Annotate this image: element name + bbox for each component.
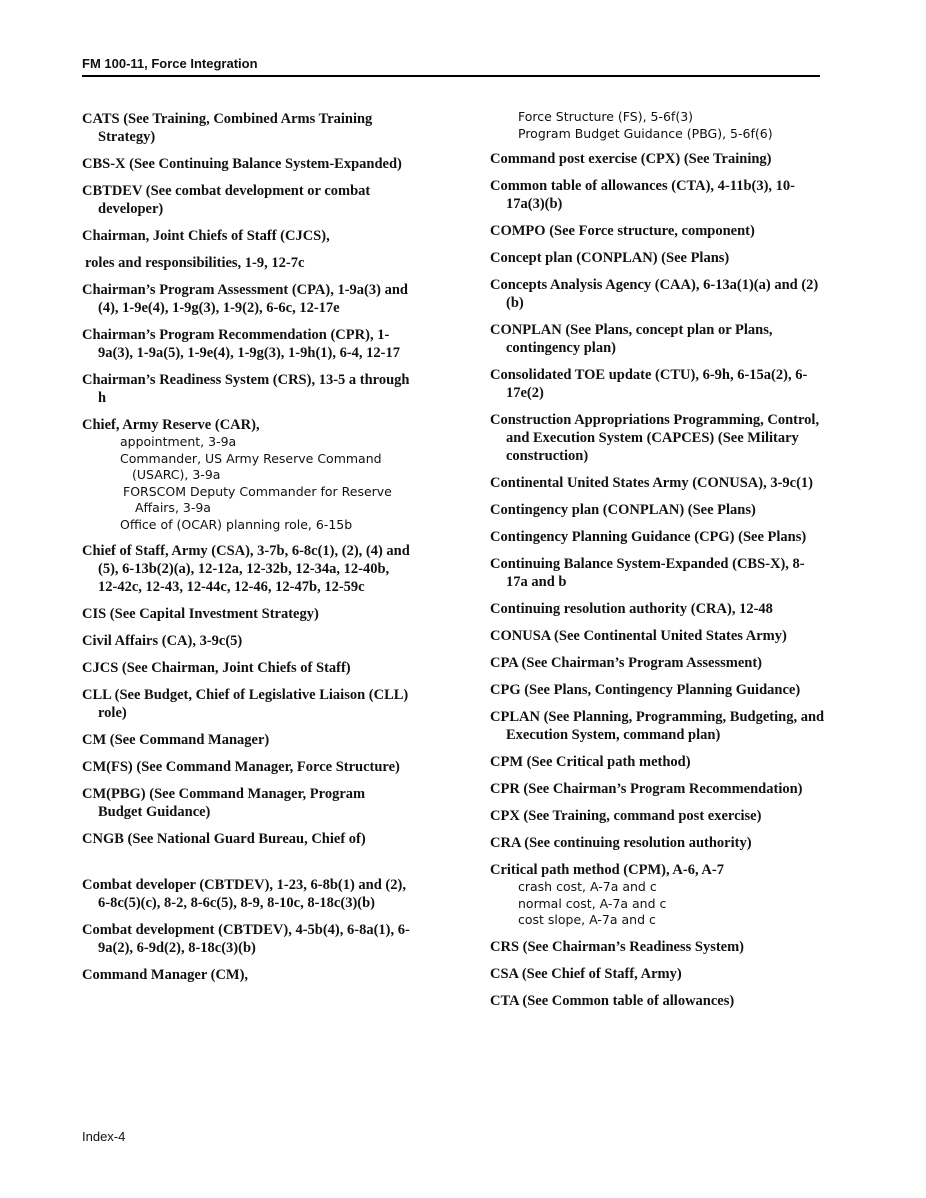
index-entry (490, 222, 825, 240)
index-entry-heading: Continuing resolution authority (CRA), 12-48 (490, 601, 773, 617)
index-entry (490, 249, 825, 267)
index-entry-heading: CBS-X (See Continuing Balance System-Expanded) (82, 156, 402, 172)
index-entry-heading: CATS (See Training, Combined Arms Training Strategy) (82, 111, 373, 145)
index-entry-heading: Civil Affairs (CA), 3-9c(5) (82, 633, 243, 649)
index-entry-heading: CTA (See Common table of allowances) (490, 992, 735, 1009)
index-entry-heading: Chairman’s Program Recommendation (CPR), 1-9a(3), 1-9a(5), 1-9e(4), 1-9g(3), 1-9h(1), 6-4, 12-17 (82, 327, 401, 361)
index-entry-heading: CPLAN (See Planning, Programming, Budgeting, and Execution System, command plan) (490, 709, 825, 743)
page-header (82, 55, 820, 77)
index-entry (82, 155, 412, 173)
index-entry (490, 627, 825, 645)
index-entry (490, 150, 825, 168)
index-entry-heading: Common table of allowances (CTA), 4-11b(3), 10-17a(3)(b) (490, 178, 796, 212)
index-entry-heading: Concept plan (CONPLAN) (See Plans) (490, 250, 730, 266)
index-subentry: Office of (OCAR) planning role, 6-15b (120, 516, 353, 532)
index-entry (490, 654, 825, 672)
index-subentry: normal cost, A-7a and c (518, 895, 667, 911)
index-entry (490, 938, 825, 956)
index-subentry: Commander, US Army Reserve Command (USARC), 3-9a (120, 450, 382, 482)
index-entry-heading: CSA (See Chief of Staff, Army) (490, 965, 682, 982)
index-entry-heading: CM(FS) (See Command Manager, Force Structure) (82, 759, 400, 775)
index-entry (82, 876, 412, 912)
index-entry (490, 528, 825, 546)
index-entry (82, 686, 412, 722)
index-entry-heading: Critical path method (CPM), A-6, A-7 (490, 862, 724, 878)
index-entry (490, 177, 825, 213)
index-entry (490, 780, 825, 798)
index-entry (490, 501, 825, 519)
index-entry-heading: CIS (See Capital Investment Strategy) (82, 606, 319, 622)
index-subentry: Program Budget Guidance (PBG), 5-6f(6) (518, 125, 773, 141)
index-entry-heading: COMPO (See Force structure, component) (490, 223, 755, 239)
index-entry-heading: Combat development (CBTDEV), 4-5b(4), 6-8a(1), 6-9a(2), 6-9d(2), 8-18c(3)(b) (82, 922, 410, 956)
index-entry-heading: CPX (See Training, command post exercise) (490, 808, 762, 824)
index-column-left (82, 110, 412, 993)
index-entry (490, 681, 825, 699)
index-entry (82, 605, 412, 623)
index-entry (490, 600, 825, 618)
page-number: Index-4 (82, 1129, 126, 1144)
index-subentry: crash cost, A-7a and c (518, 879, 657, 894)
index-entry-heading: CRA (See continuing resolution authority) (490, 835, 752, 851)
index-entry-heading: Continental United States Army (CONUSA), 3-9c(1) (490, 475, 814, 491)
index-entry-heading: CONPLAN (See Plans, concept plan or Plans, contingency plan) (490, 322, 773, 356)
index-entry-heading: Contingency plan (CONPLAN) (See Plans) (490, 502, 756, 518)
index-column-right (490, 109, 825, 1019)
index-entry (490, 861, 825, 929)
index-entry-heading: Chief of Staff, Army (CSA), 3-7b, 6-8c(1), (2), (4) and (5), 6-13b(2)(a), 12-12a, 12-32b, 12-34a, 12-40b, 12-42c, 12-43, 12-44c, 12-46, 12-47b, 12-59c (82, 543, 410, 595)
document-title: FM 100-11, Force Integration (82, 56, 258, 71)
index-entry-heading: CPG (See Plans, Contingency Planning Guidance) (490, 682, 801, 698)
index-entry (490, 321, 825, 357)
index-entry-heading: CPM (See Critical path method) (490, 754, 691, 770)
index-entry-heading: Chairman, Joint Chiefs of Staff (CJCS), (82, 228, 330, 244)
index-entry-heading: roles and responsibilities, 1-9, 12-7c (85, 255, 305, 271)
index-entry (82, 227, 412, 245)
index-entry (490, 276, 825, 312)
index-entry (490, 834, 825, 852)
index-entry (490, 992, 825, 1010)
index-entry (490, 753, 825, 771)
index-subentry: appointment, 3-9a (120, 434, 237, 449)
index-entry (82, 326, 412, 362)
index-entry-heading: Construction Appropriations Programming, Control, and Execution System (CAPCES) (See Military construction) (490, 412, 820, 464)
index-entry-heading: CM(PBG) (See Command Manager, Program Budget Guidance) (82, 786, 366, 820)
index-entry-heading: CM (See Command Manager) (82, 732, 270, 748)
index-entry (82, 371, 412, 407)
index-entry (490, 366, 825, 402)
index-subentry: Force Structure (FS), 5-6f(3) (518, 109, 694, 124)
index-entry (490, 807, 825, 825)
index-entry (490, 411, 825, 465)
index-entry (82, 632, 412, 650)
index-entry (490, 474, 825, 492)
index-entry-heading: Contingency Planning Guidance (CPG) (See Plans) (490, 529, 807, 545)
index-entry (82, 281, 412, 317)
index-entry-heading: CJCS (See Chairman, Joint Chiefs of Staff) (82, 660, 351, 676)
index-entry-heading: CONUSA (See Continental United States Army) (490, 628, 787, 644)
index-entry (490, 965, 825, 983)
index-entry-heading: Chief, Army Reserve (CAR), (82, 417, 260, 433)
index-entry-heading: CNGB (See National Guard Bureau, Chief of) (82, 831, 366, 847)
index-entry (82, 542, 412, 596)
index-entry (82, 758, 412, 776)
index-entry-heading: Concepts Analysis Agency (CAA), 6-13a(1)(a) and (2)(b) (490, 277, 819, 311)
index-entry-heading: Chairman’s Readiness System (CRS), 13-5 a through h (82, 372, 410, 406)
index-entry (82, 830, 412, 848)
index-entry (82, 416, 412, 533)
index-entry (82, 110, 412, 146)
index-entry (82, 785, 412, 821)
index-entry (82, 182, 412, 218)
index-entry-heading: CLL (See Budget, Chief of Legislative Liaison (CLL) role) (82, 687, 409, 721)
index-subentry: cost slope, A-7a and c (518, 912, 656, 927)
index-entry-heading: Command post exercise (CPX) (See Training) (490, 151, 772, 167)
index-entry-heading: Command Manager (CM), (82, 967, 249, 983)
continued-subentries (490, 109, 825, 142)
index-entry-heading: Consolidated TOE update (CTU), 6-9h, 6-15a(2), 6-17e(2) (490, 367, 808, 401)
index-entry-heading: Continuing Balance System-Expanded (CBS-X), 8-17a and b (490, 556, 805, 590)
index-entry-heading: Combat developer (CBTDEV), 1-23, 6-8b(1) and (2), 6-8c(5)(c), 8-2, 8-6c(5), 8-9, 8-10c, 8-18c(3)(b) (82, 877, 406, 911)
index-entry-heading: CPR (See Chairman’s Program Recommendation) (490, 781, 803, 797)
index-entry (490, 708, 825, 744)
index-entry (82, 731, 412, 749)
index-entry-heading: CBTDEV (See combat development or combat developer) (82, 183, 371, 217)
index-entry-heading: CPA (See Chairman’s Program Assessment) (490, 655, 762, 671)
index-subentry: FORSCOM Deputy Commander for Reserve Affairs, 3-9a (123, 483, 392, 515)
index-entry (82, 254, 412, 272)
index-entry (82, 921, 412, 957)
index-entry-heading: Chairman’s Program Assessment (CPA), 1-9a(3) and (4), 1-9e(4), 1-9g(3), 1-9(2), 6-6c, 12-17e (82, 282, 408, 316)
index-entry-heading: CRS (See Chairman’s Readiness System) (490, 938, 745, 955)
index-entry (82, 966, 412, 984)
index-entry (490, 555, 825, 591)
index-entry (82, 659, 412, 677)
